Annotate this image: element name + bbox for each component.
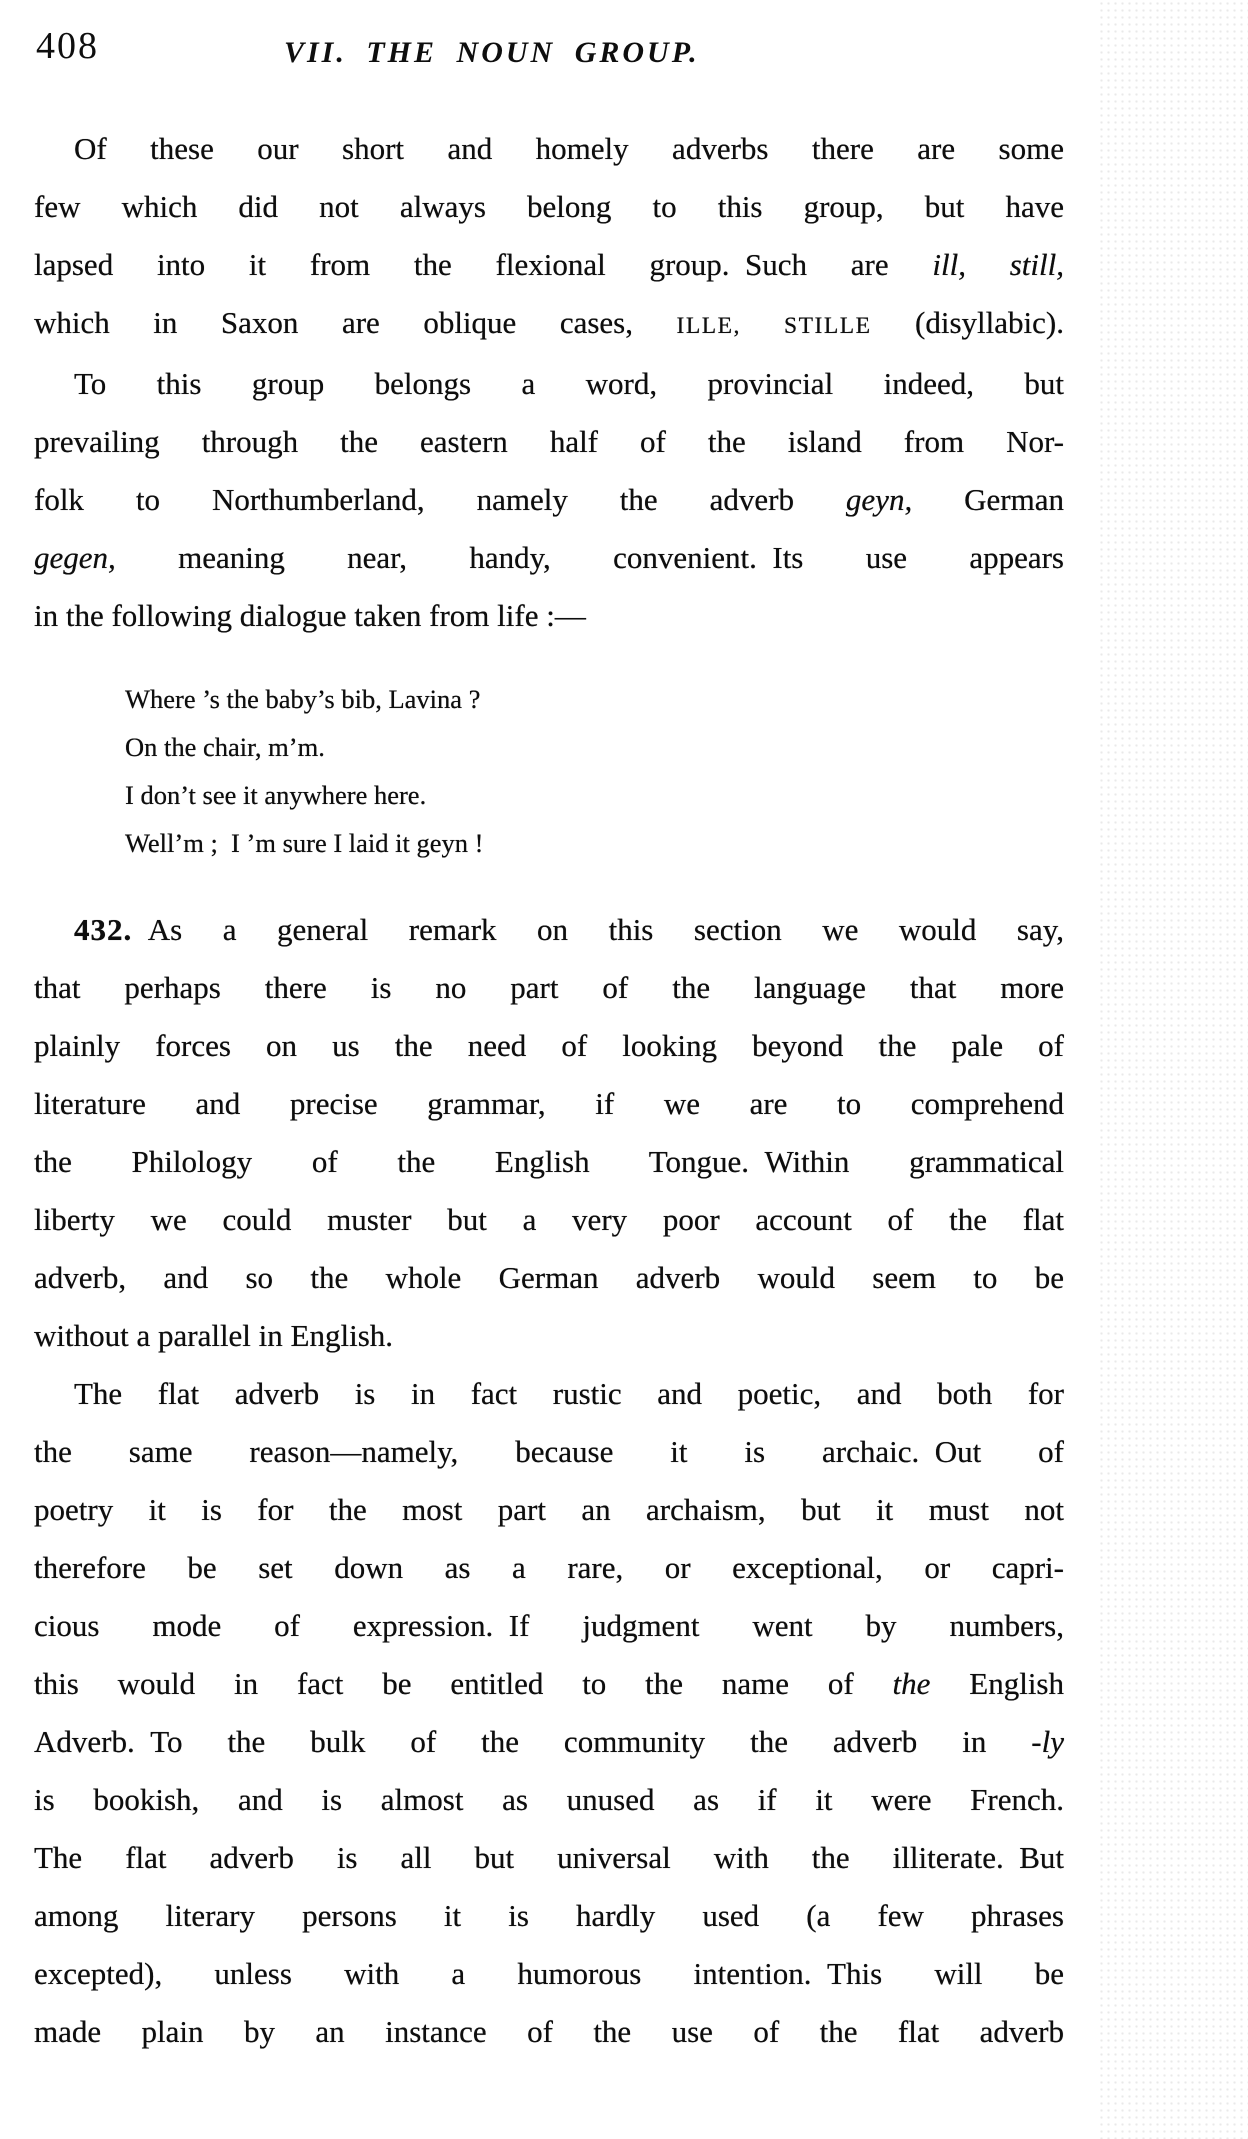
text-line bbox=[34, 120, 1064, 178]
text-line bbox=[34, 1771, 1064, 1829]
text-run: prevailing through the eastern half of the island from Nor- bbox=[34, 424, 1064, 459]
text-run: made plain by an instance of the use of the flat adverb bbox=[34, 2014, 1064, 2049]
text-run: is bookish, and is almost as unused as if it were French. bbox=[34, 1782, 1064, 1817]
paragraph bbox=[34, 120, 1064, 355]
text-run: among literary persons it is hardly used (a few phrases bbox=[34, 1898, 1064, 1933]
text-line bbox=[125, 675, 1064, 723]
text-line bbox=[34, 1017, 1064, 1075]
text-line bbox=[34, 1191, 1064, 1249]
text-line bbox=[125, 771, 1064, 819]
text-line bbox=[34, 355, 1064, 413]
text-line bbox=[34, 178, 1064, 236]
text-run: the same reason—namely, because it is archaic. Out of bbox=[34, 1434, 1064, 1469]
text-line bbox=[34, 1597, 1064, 1655]
text-run: meaning near, handy, convenient. Its use appears bbox=[115, 540, 1064, 575]
text-run-i: geyn, bbox=[845, 482, 913, 517]
text-run: Adverb. To the bulk of the community the adverb in bbox=[34, 1724, 1032, 1759]
text-line bbox=[34, 471, 1064, 529]
text-line bbox=[34, 587, 1064, 645]
text-run: Well’m ; I ’m sure I laid it geyn ! bbox=[125, 828, 484, 858]
text-run: the Philology of the English Tongue. Within grammatical bbox=[34, 1144, 1064, 1179]
text-line bbox=[34, 1829, 1064, 1887]
text-line bbox=[125, 819, 1064, 867]
paragraph bbox=[34, 901, 1064, 1365]
text-run-sc: ILLE, STILLE bbox=[676, 313, 872, 339]
text-run: that perhaps there is no part of the language that more bbox=[34, 970, 1064, 1005]
text-line bbox=[34, 1307, 1064, 1365]
page-edge-texture bbox=[1098, 0, 1248, 2139]
text-run: I don’t see it anywhere here. bbox=[125, 780, 427, 810]
text-line bbox=[34, 1481, 1064, 1539]
text-line bbox=[34, 1423, 1064, 1481]
page-body bbox=[34, 120, 1064, 2061]
text-run: On the chair, m’m. bbox=[125, 732, 325, 762]
text-run: English bbox=[930, 1666, 1064, 1701]
text-line bbox=[34, 1713, 1064, 1771]
text-run: literature and precise grammar, if we are to comprehend bbox=[34, 1086, 1064, 1121]
text-run-i: ill, still, bbox=[932, 247, 1064, 282]
text-line bbox=[34, 1249, 1064, 1307]
text-run: As a general remark on this section we would say, bbox=[132, 912, 1064, 947]
text-run: German bbox=[912, 482, 1065, 517]
text-run: The flat adverb is in fact rustic and poetic, and both for bbox=[74, 1376, 1064, 1411]
text-line bbox=[34, 1075, 1064, 1133]
text-run-i: the bbox=[892, 1666, 931, 1701]
text-run-i: gegen, bbox=[34, 540, 116, 575]
text-run: without a parallel in English. bbox=[34, 1318, 394, 1353]
running-title: VII. THE NOUN GROUP. bbox=[284, 36, 700, 69]
text-run: cious mode of expression. If judgment went by numbers, bbox=[34, 1608, 1064, 1643]
text-line bbox=[34, 413, 1064, 471]
text-line bbox=[34, 1655, 1064, 1713]
text-run-i: -ly bbox=[1031, 1724, 1064, 1759]
text-line bbox=[34, 1887, 1064, 1945]
text-run: plainly forces on us the need of looking beyond the pale of bbox=[34, 1028, 1064, 1063]
page-number: 408 bbox=[36, 25, 99, 67]
text-line bbox=[34, 1539, 1064, 1597]
text-line bbox=[34, 236, 1064, 294]
text-line bbox=[34, 1945, 1064, 2003]
text-line bbox=[34, 2003, 1064, 2061]
text-run: few which did not always belong to this group, but have bbox=[34, 189, 1064, 224]
text-run: (disyllabic). bbox=[871, 305, 1064, 340]
dialogue-block bbox=[125, 675, 1064, 867]
text-run: lapsed into it from the flexional group. Such are bbox=[34, 247, 933, 282]
text-run-b: 432. bbox=[74, 912, 133, 947]
paragraph bbox=[34, 355, 1064, 645]
text-run: which in Saxon are oblique cases, bbox=[34, 305, 677, 340]
text-run: this would in fact be entitled to the name of bbox=[34, 1666, 893, 1701]
text-run: in the following dialogue taken from life :— bbox=[34, 598, 586, 633]
text-run: Of these our short and homely adverbs there are some bbox=[74, 131, 1064, 166]
text-line bbox=[34, 959, 1064, 1017]
text-line bbox=[34, 901, 1064, 959]
text-run: liberty we could muster but a very poor account of the flat bbox=[34, 1202, 1064, 1237]
text-run: adverb, and so the whole German adverb would seem to be bbox=[34, 1260, 1064, 1295]
text-line bbox=[34, 294, 1064, 355]
text-run: poetry it is for the most part an archaism, but it must not bbox=[34, 1492, 1064, 1527]
text-run: excepted), unless with a humorous intention. This will be bbox=[34, 1956, 1064, 1991]
text-line bbox=[125, 723, 1064, 771]
paragraph bbox=[34, 1365, 1064, 2061]
text-line bbox=[34, 529, 1064, 587]
text-run: therefore be set down as a rare, or exceptional, or capri- bbox=[34, 1550, 1064, 1585]
text-run: The flat adverb is all but universal with the illiterate. But bbox=[34, 1840, 1064, 1875]
text-run: To this group belongs a word, provincial indeed, but bbox=[74, 366, 1064, 401]
text-run: folk to Northumberland, namely the adverb bbox=[34, 482, 846, 517]
text-line bbox=[34, 1133, 1064, 1191]
text-line bbox=[34, 1365, 1064, 1423]
text-run: Where ’s the baby’s bib, Lavina ? bbox=[125, 684, 481, 714]
